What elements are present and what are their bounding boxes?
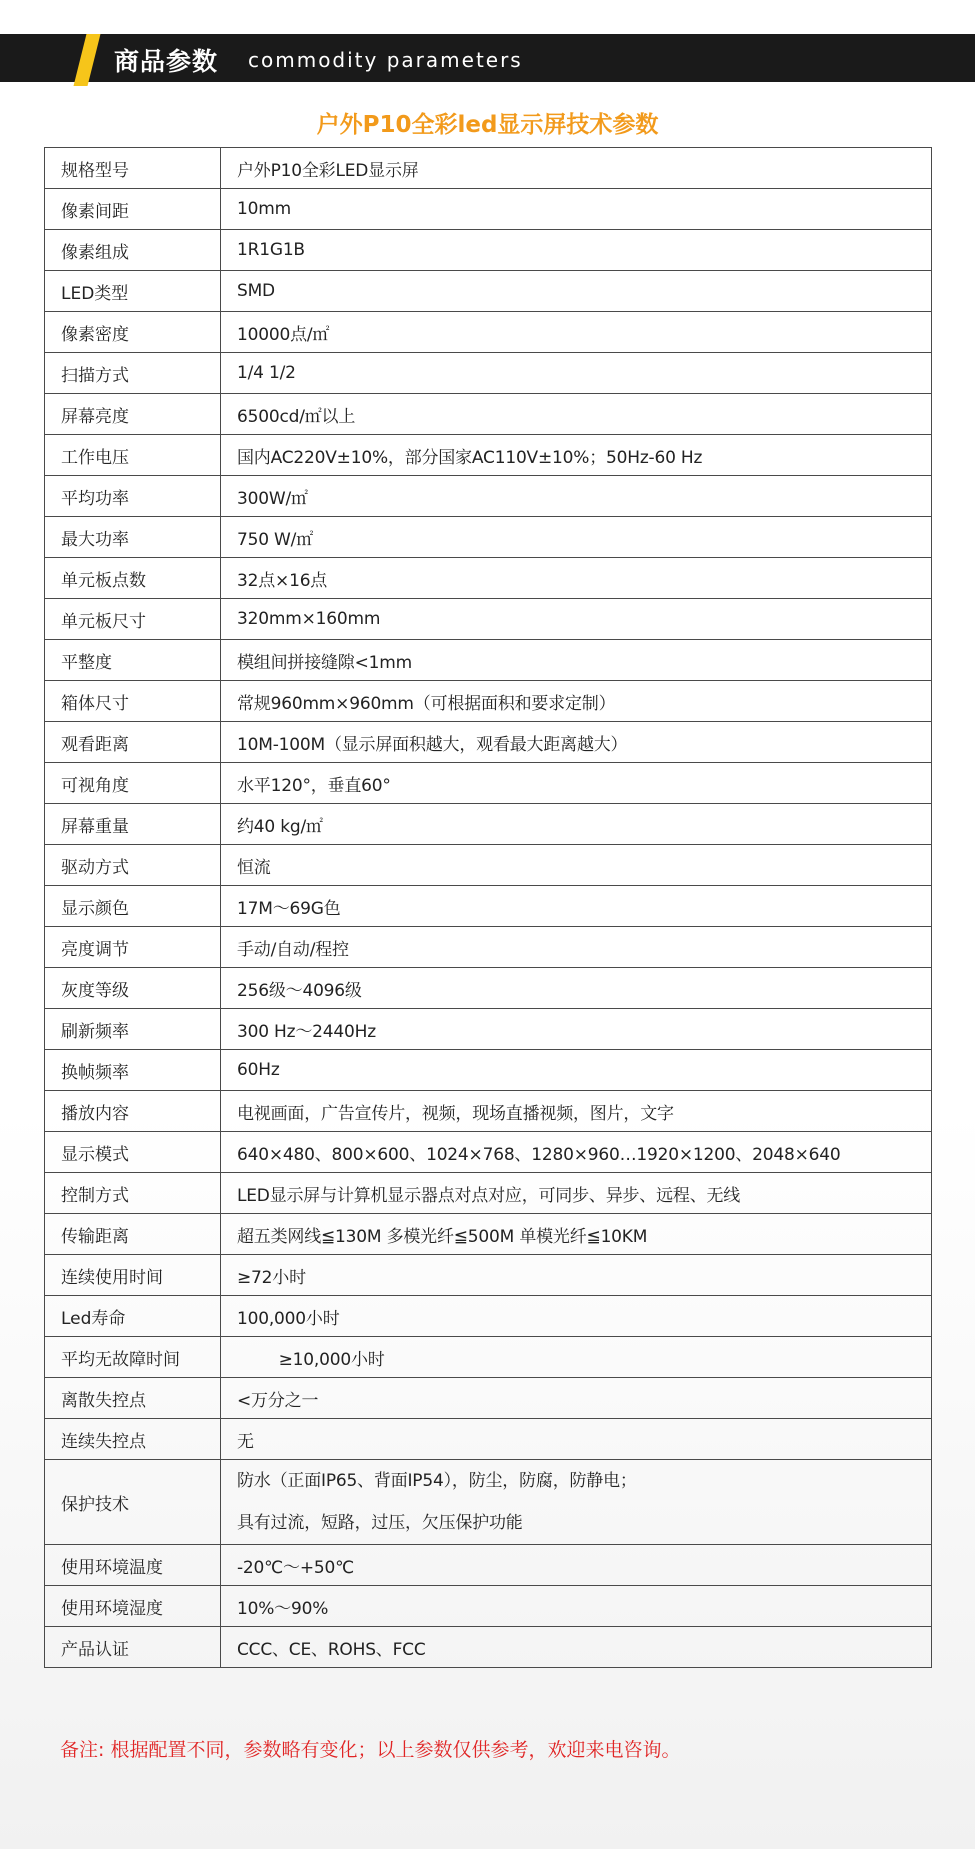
param-value-line: 防水（正面IP65、背面IP54），防尘，防腐，防静电； bbox=[237, 1471, 637, 1491]
param-value: 6500cd/㎡以上 bbox=[221, 394, 932, 435]
header-accent-stripe bbox=[74, 34, 101, 86]
param-label: 单元板点数 bbox=[45, 558, 221, 599]
param-label: 连续失控点 bbox=[45, 1419, 221, 1460]
table-row bbox=[45, 1460, 932, 1545]
param-label: 灰度等级 bbox=[45, 968, 221, 1009]
table-row bbox=[45, 886, 932, 927]
param-value: 32点×16点 bbox=[221, 558, 932, 599]
table-row bbox=[45, 1214, 932, 1255]
param-label: 可视角度 bbox=[45, 763, 221, 804]
param-value: -20℃～+50℃ bbox=[221, 1545, 932, 1586]
param-label: 像素密度 bbox=[45, 312, 221, 353]
param-value: 恒流 bbox=[221, 845, 932, 886]
param-label: 离散失控点 bbox=[45, 1378, 221, 1419]
param-label: 驱动方式 bbox=[45, 845, 221, 886]
table-row bbox=[45, 640, 932, 681]
param-label: 显示颜色 bbox=[45, 886, 221, 927]
param-value: 国内AC220V±10%，部分国家AC110V±10%；50Hz-60 Hz bbox=[221, 435, 932, 476]
param-value: 电视画面，广告宣传片，视频，现场直播视频，图片，文字 bbox=[221, 1091, 932, 1132]
table-row bbox=[45, 1586, 932, 1627]
param-value: 60Hz bbox=[221, 1050, 932, 1091]
param-value: 1/4 1/2 bbox=[221, 353, 932, 394]
param-label: 观看距离 bbox=[45, 722, 221, 763]
table-row bbox=[45, 845, 932, 886]
param-value: 常规960mm×960mm（可根据面积和要求定制） bbox=[221, 681, 932, 722]
param-value: ≥10,000小时 bbox=[221, 1337, 932, 1378]
param-label: 播放内容 bbox=[45, 1091, 221, 1132]
param-value: CCC、CE、ROHS、FCC bbox=[221, 1627, 932, 1668]
param-value: <万分之一 bbox=[221, 1378, 932, 1419]
table-row bbox=[45, 1255, 932, 1296]
param-value: 10mm bbox=[221, 189, 932, 230]
param-value: 10%～90% bbox=[221, 1586, 932, 1627]
table-row bbox=[45, 1627, 932, 1668]
param-label: 最大功率 bbox=[45, 517, 221, 558]
param-label: 工作电压 bbox=[45, 435, 221, 476]
table-row bbox=[45, 435, 932, 476]
parameters-table-body bbox=[45, 148, 932, 1668]
param-label: 像素组成 bbox=[45, 230, 221, 271]
param-value: LED显示屏与计算机显示器点对点对应，可同步、异步、远程、无线 bbox=[221, 1173, 932, 1214]
param-label: 扫描方式 bbox=[45, 353, 221, 394]
param-label: 平均无故障时间 bbox=[45, 1337, 221, 1378]
table-row bbox=[45, 394, 932, 435]
table-row bbox=[45, 681, 932, 722]
table-row bbox=[45, 189, 932, 230]
param-value: 10M-100M（显示屏面积越大，观看最大距离越大） bbox=[221, 722, 932, 763]
table-row bbox=[45, 599, 932, 640]
param-value: ≥72小时 bbox=[221, 1255, 932, 1296]
param-label: 换帧频率 bbox=[45, 1050, 221, 1091]
param-label: 屏幕重量 bbox=[45, 804, 221, 845]
table-row bbox=[45, 1050, 932, 1091]
table-title: 户外P10全彩led显示屏技术参数 bbox=[316, 112, 659, 138]
table-row bbox=[45, 558, 932, 599]
param-value: 水平120°，垂直60° bbox=[221, 763, 932, 804]
param-label: 显示模式 bbox=[45, 1132, 221, 1173]
param-label: 使用环境湿度 bbox=[45, 1586, 221, 1627]
table-row bbox=[45, 271, 932, 312]
param-label: Led寿命 bbox=[45, 1296, 221, 1337]
table-row bbox=[45, 517, 932, 558]
table-row bbox=[45, 476, 932, 517]
param-value: 750 W/㎡ bbox=[221, 517, 932, 558]
table-row bbox=[45, 968, 932, 1009]
table-row bbox=[45, 763, 932, 804]
param-value: 无 bbox=[221, 1419, 932, 1460]
param-value: 1R1G1B bbox=[221, 230, 932, 271]
param-label: 像素间距 bbox=[45, 189, 221, 230]
param-value: 256级～4096级 bbox=[221, 968, 932, 1009]
table-row bbox=[45, 1296, 932, 1337]
table-row bbox=[45, 1419, 932, 1460]
param-value: 17M～69G色 bbox=[221, 886, 932, 927]
param-value: SMD bbox=[221, 271, 932, 312]
table-row bbox=[45, 230, 932, 271]
param-value bbox=[221, 1460, 932, 1545]
section-header-bar bbox=[0, 34, 975, 82]
table-row bbox=[45, 353, 932, 394]
param-label: 连续使用时间 bbox=[45, 1255, 221, 1296]
param-value: 320mm×160mm bbox=[221, 599, 932, 640]
param-label: 平均功率 bbox=[45, 476, 221, 517]
param-label: 保护技术 bbox=[45, 1460, 221, 1545]
param-label: 单元板尺寸 bbox=[45, 599, 221, 640]
header-title-en: commodity parameters bbox=[248, 48, 523, 72]
header-title-cn: 商品参数 bbox=[114, 47, 219, 76]
param-value: 超五类网线≦130M 多模光纤≦500M 单模光纤≦10KM bbox=[221, 1214, 932, 1255]
param-label: 亮度调节 bbox=[45, 927, 221, 968]
param-label: 产品认证 bbox=[45, 1627, 221, 1668]
param-value: 模组间拼接缝隙<1mm bbox=[221, 640, 932, 681]
param-label: 规格型号 bbox=[45, 148, 221, 189]
param-label: 屏幕亮度 bbox=[45, 394, 221, 435]
table-row bbox=[45, 148, 932, 189]
table-row bbox=[45, 1545, 932, 1586]
table-row bbox=[45, 804, 932, 845]
param-value: 100,000小时 bbox=[221, 1296, 932, 1337]
table-row bbox=[45, 1132, 932, 1173]
param-value: 10000点/㎡ bbox=[221, 312, 932, 353]
param-value-line: 具有过流，短路，过压，欠压保护功能 bbox=[237, 1513, 523, 1533]
param-value: 300W/㎡ bbox=[221, 476, 932, 517]
table-row bbox=[45, 312, 932, 353]
param-label: 传输距离 bbox=[45, 1214, 221, 1255]
param-label: 平整度 bbox=[45, 640, 221, 681]
table-row bbox=[45, 1173, 932, 1214]
parameters-table bbox=[44, 147, 932, 1668]
param-label: 箱体尺寸 bbox=[45, 681, 221, 722]
table-row bbox=[45, 1337, 932, 1378]
param-label: 控制方式 bbox=[45, 1173, 221, 1214]
table-row bbox=[45, 1378, 932, 1419]
param-label: 刷新频率 bbox=[45, 1009, 221, 1050]
footnote: 备注: 根据配置不同，参数略有变化；以上参数仅供参考，欢迎来电咨询。 bbox=[60, 1739, 681, 1761]
table-row bbox=[45, 927, 932, 968]
table-row bbox=[45, 1091, 932, 1132]
param-label: 使用环境温度 bbox=[45, 1545, 221, 1586]
param-value: 640×480、800×600、1024×768、1280×960…1920×1200、2048×640 bbox=[221, 1132, 932, 1173]
param-value: 约40 kg/㎡ bbox=[221, 804, 932, 845]
table-row bbox=[45, 722, 932, 763]
param-label: LED类型 bbox=[45, 271, 221, 312]
param-value: 户外P10全彩LED显示屏 bbox=[221, 148, 932, 189]
table-row bbox=[45, 1009, 932, 1050]
param-value: 手动/自动/程控 bbox=[221, 927, 932, 968]
param-value: 300 Hz～2440Hz bbox=[221, 1009, 932, 1050]
